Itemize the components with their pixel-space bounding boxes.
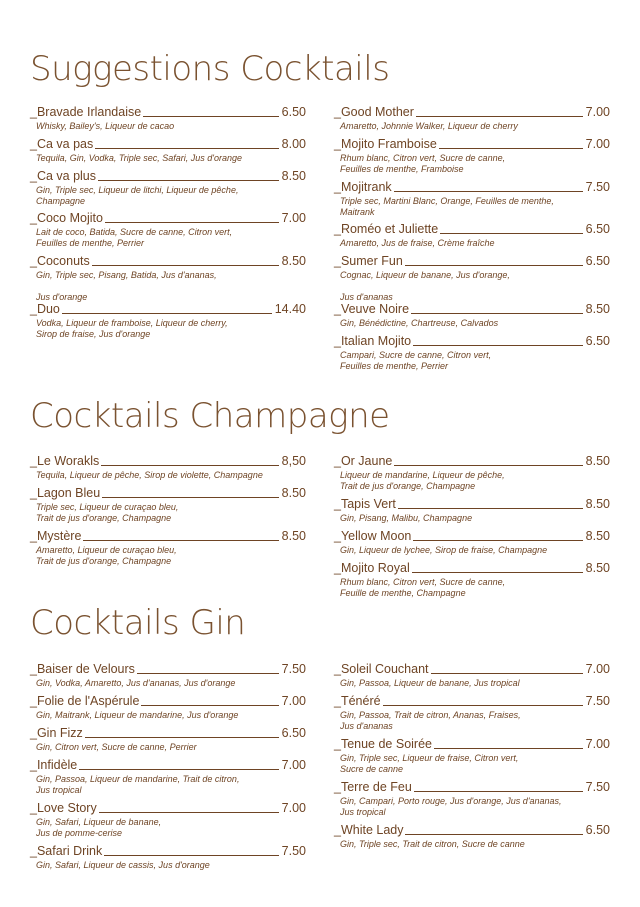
item-name: _Sumer Fun [334,254,403,268]
leader-line [95,148,278,149]
item-ingredients: Gin, Safari, Liqueur de banane, Jus de pomme-cerise [36,817,162,838]
leader-line [98,180,279,181]
item-name: _Duo [30,302,60,316]
item-ingredients: Gin, Bénédictine, Chartreuse, Calvados [340,318,499,328]
menu-item [334,105,610,132]
menu-item [30,169,306,207]
item-name: _Italian Mojito [334,334,412,348]
leader-line [83,540,278,541]
item-price: 6.50 [585,823,610,837]
item-price: 7.50 [585,180,610,194]
leader-line [137,673,279,674]
item-name: _Tenue de Soirée [334,737,432,751]
leader-line [102,497,278,498]
item-price: 7.00 [281,801,306,815]
menu-item [30,694,306,721]
item-name: _Or Jaune [334,454,393,468]
section-title-suggestions: Suggestions Cocktails [30,49,390,89]
item-price: 8.00 [281,137,306,151]
leader-line [414,791,583,792]
item-ingredients: Gin, Pisang, Malibu, Champagne [340,513,473,523]
item-price: 8.50 [585,529,610,543]
item-ingredients: Lait de coco, Batida, Sucre de canne, Citron vert, Feuilles de menthe, Perrier [36,227,233,248]
menu-item [334,180,610,218]
leader-line [434,748,583,749]
item-ingredients: Gin, Safari, Liqueur de cassis, Jus d'orange [36,860,210,870]
menu-item [334,454,610,492]
menu-item [334,694,610,732]
leader-line [85,737,279,738]
item-price: 7.00 [281,694,306,708]
item-ingredients: Vodka, Liqueur de framboise, Liqueur de cherry, Sirop de fraise, Jus d'orange [36,318,228,339]
item-name: _Mojito Royal [334,561,410,575]
item-ingredients: Tequila, Liqueur de pêche, Sirop de violette, Champagne [36,470,263,480]
item-name: _Gin Fizz [30,726,83,740]
item-ingredients: Triple sec, Liqueur de curaçao bleu, Trait de jus d'orange, Champagne [36,502,179,523]
menu-item [334,302,610,329]
menu-item [334,497,610,524]
leader-line [105,222,279,223]
item-name: _Ca va pas [30,137,94,151]
item-name: _Coco Mojito [30,211,103,225]
item-price: 6.50 [281,105,306,119]
item-price: 7.00 [281,758,306,772]
leader-line [405,834,582,835]
menu-item [334,561,610,599]
item-price: 14.40 [274,302,306,316]
item-name: _Roméo et Juliette [334,222,439,236]
item-price: 6.50 [585,254,610,268]
item-name: _Coconuts [30,254,90,268]
item-name: _Tapis Vert [334,497,396,511]
leader-line [143,116,278,117]
menu-item [334,780,610,818]
item-name: _Mojitrank [334,180,392,194]
item-name: _Yellow Moon [334,529,412,543]
item-ingredients: Rhum blanc, Citron vert, Sucre de canne, Feuille de menthe, Champagne [340,577,506,598]
item-ingredients: Amaretto, Liqueur de curaçao bleu, Trait de jus d'orange, Champagne [36,545,177,566]
menu-item [30,801,306,839]
menu-item [30,662,306,689]
leader-line [79,769,278,770]
leader-line [411,313,583,314]
item-name: _Ca va plus [30,169,97,183]
leader-line [394,191,583,192]
item-price: 8.50 [585,302,610,316]
item-price: 6.50 [585,334,610,348]
item-name: _Safari Drink [30,844,103,858]
item-price: 7.50 [585,694,610,708]
leader-line [413,540,582,541]
menu-item [30,529,306,567]
item-name: _Baiser de Velours [30,662,135,676]
item-ingredients: Rhum blanc, Citron vert, Sucre de canne, Feuilles de menthe, Framboise [340,153,506,174]
menu-item [30,137,306,164]
item-ingredients: Campari, Sucre de canne, Citron vert, Feuilles de menthe, Perrier [340,350,492,371]
leader-line [394,465,582,466]
item-ingredients: Gin, Liqueur de lychee, Sirop de fraise, Champagne [340,545,548,555]
leader-line [92,265,279,266]
leader-line [405,265,583,266]
leader-line [141,705,278,706]
item-name: _Veuve Noire [334,302,410,316]
menu-item [334,137,610,175]
leader-line [413,345,583,346]
item-name: _White Lady [334,823,404,837]
item-ingredients: Gin, Triple sec, Liqueur de litchi, Liqueur de pêche, Champagne [36,185,239,206]
item-name: _Ténéré [334,694,381,708]
item-ingredients: Triple sec, Martini Blanc, Orange, Feuilles de menthe, Maitrank [340,196,554,217]
leader-line [439,148,583,149]
leader-line [412,572,583,573]
item-price: 7.00 [585,737,610,751]
item-name: _Good Mother [334,105,414,119]
menu-item [334,737,610,775]
menu-item [30,302,306,340]
leader-line [383,705,583,706]
leader-line [398,508,583,509]
item-price: 6.50 [281,726,306,740]
item-ingredients: Gin, Triple sec, Pisang, Batida, Jus d'ananas, Jus d'orange [36,270,217,302]
leader-line [62,313,272,314]
item-name: _Mojito Framboise [334,137,437,151]
item-ingredients: Gin, Triple sec, Liqueur de fraise, Citron vert, Sucre de canne [340,753,519,774]
item-price: 7.50 [585,780,610,794]
item-ingredients: Gin, Vodka, Amaretto, Jus d'ananas, Jus d'orange [36,678,236,688]
item-price: 7.50 [281,662,306,676]
leader-line [101,465,278,466]
menu-item [334,662,610,689]
menu-item [334,254,610,303]
item-name: _Mystère [30,529,82,543]
item-price: 8.50 [281,169,306,183]
item-ingredients: Whisky, Bailey's, Liqueur de cacao [36,121,175,131]
item-ingredients: Gin, Campari, Porto rouge, Jus d'orange, Jus d'ananas, Jus tropical [340,796,562,817]
item-ingredients: Cognac, Liqueur de banane, Jus d'orange, Jus d'ananas [340,270,510,302]
item-ingredients: Gin, Passoa, Trait de citron, Ananas, Fraises, Jus d'ananas [340,710,521,731]
menu-item [30,758,306,796]
leader-line [416,116,583,117]
item-price: 8.50 [281,254,306,268]
item-ingredients: Amaretto, Johnnie Walker, Liqueur de cherry [340,121,518,131]
item-name: _Bravade Irlandaise [30,105,142,119]
menu-item [334,334,610,372]
menu-item [30,105,306,132]
menu-item [30,211,306,249]
item-ingredients: Gin, Passoa, Liqueur de banane, Jus tropical [340,678,520,688]
item-name: _Lagon Bleu [30,486,101,500]
item-name: _Folie de l'Aspérule [30,694,140,708]
leader-line [99,812,279,813]
leader-line [440,233,582,234]
section-title-champagne: Cocktails Champagne [30,396,390,436]
item-ingredients: Amaretto, Jus de fraise, Crème fraîche [340,238,495,248]
item-ingredients: Gin, Passoa, Liqueur de mandarine, Trait de citron, Jus tropical [36,774,240,795]
item-name: _Le Worakls [30,454,100,468]
section-title-gin: Cocktails Gin [30,603,246,643]
menu-item [30,254,306,303]
item-price: 7.00 [281,211,306,225]
item-price: 6.50 [585,222,610,236]
item-ingredients: Gin, Triple sec, Trait de citron, Sucre de canne [340,839,525,849]
item-ingredients: Gin, Maitrank, Liqueur de mandarine, Jus d'orange [36,710,239,720]
menu-item [334,529,610,556]
menu-item [30,726,306,753]
item-price: 7.00 [585,137,610,151]
item-ingredients: Liqueur de mandarine, Liqueur de pêche, Trait de jus d'orange, Champagne [340,470,505,491]
item-ingredients: Tequila, Gin, Vodka, Triple sec, Safari, Jus d'orange [36,153,242,163]
item-price: 8.50 [585,497,610,511]
menu-item [334,823,610,850]
menu-item [334,222,610,249]
item-price: 8.50 [281,529,306,543]
item-ingredients: Gin, Citron vert, Sucre de canne, Perrier [36,742,197,752]
menu-item [30,486,306,524]
item-name: _Love Story [30,801,97,815]
item-price: 8,50 [281,454,306,468]
item-name: _Soleil Couchant [334,662,429,676]
item-price: 8.50 [585,454,610,468]
menu-item [30,844,306,871]
item-price: 7.50 [281,844,306,858]
item-name: _Terre de Feu [334,780,412,794]
menu-item [30,454,306,481]
leader-line [104,855,278,856]
leader-line [431,673,583,674]
item-price: 8.50 [585,561,610,575]
item-name: _Infidèle [30,758,78,772]
item-price: 7.00 [585,105,610,119]
item-price: 8.50 [281,486,306,500]
item-price: 7.00 [585,662,610,676]
